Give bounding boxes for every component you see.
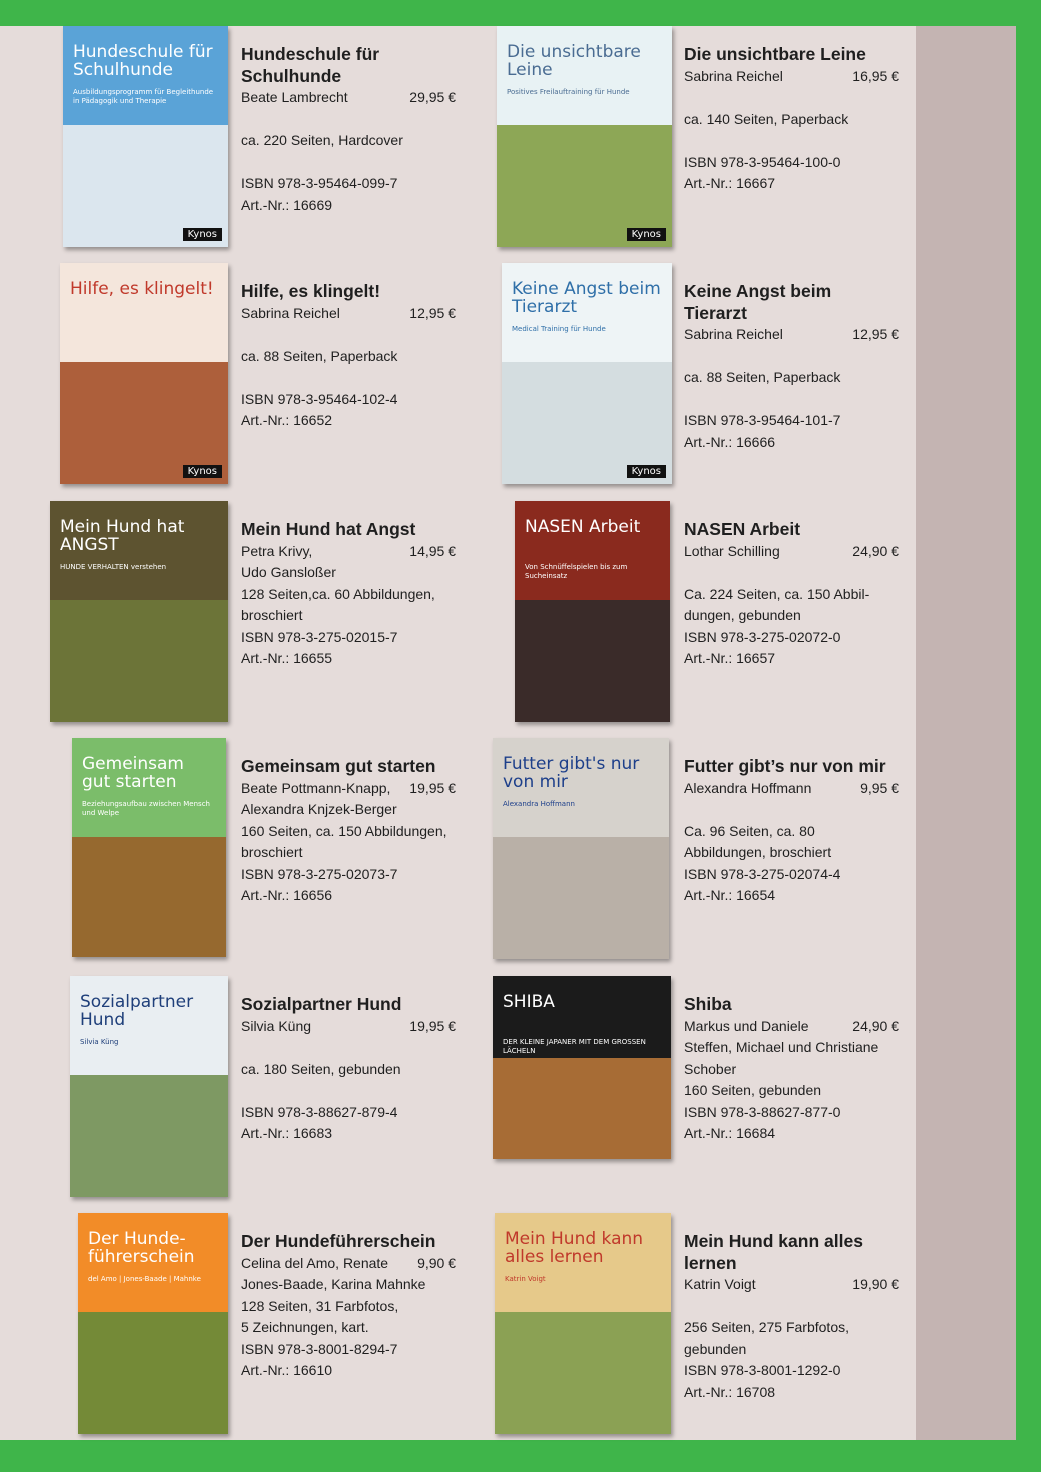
- book-cover[interactable]: [50, 501, 228, 722]
- book-details: [241, 1213, 456, 1382]
- book-cover[interactable]: [493, 738, 669, 959]
- book-info: ca. 220 Seiten, Hardcover: [241, 132, 403, 148]
- book-details: [684, 26, 899, 195]
- spacer: [684, 799, 899, 821]
- book-cover[interactable]: [63, 26, 228, 247]
- spacer: [684, 130, 899, 152]
- spacer: [684, 389, 899, 411]
- book-info: ca. 88 Seiten, Paperback: [684, 369, 841, 385]
- book-title: [241, 756, 456, 778]
- book-article-number: Art.-Nr.: 16684: [684, 1125, 776, 1141]
- book-price: 12,95 €: [409, 304, 456, 321]
- cover-title: SHIBA: [503, 992, 555, 1012]
- book-details: [684, 1213, 899, 1403]
- cover-title: Die unsichtbare Leine: [507, 42, 641, 80]
- cover-photo: [50, 600, 228, 722]
- book-price: 9,90 €: [417, 1254, 456, 1271]
- book-title-line: Schulhunde: [241, 65, 342, 86]
- book-author: Markus und Daniele: [684, 1017, 809, 1034]
- cover-subtitle: HUNDE VERHALTEN verstehen: [60, 563, 167, 571]
- book-title-line: Gemeinsam gut starten: [241, 756, 436, 776]
- book-title-line: Sozialpartner Hund: [241, 994, 402, 1014]
- book-entry: [50, 976, 490, 1206]
- book-info: ca. 88 Seiten, Paperback: [241, 347, 398, 364]
- book-title: [241, 1231, 456, 1253]
- book-info: 256 Seiten, 275 Farbfotos,: [684, 1319, 849, 1335]
- book-title: [684, 281, 899, 324]
- book-author: Jones-Baade, Karina Mahnke: [241, 1276, 426, 1292]
- book-title: [241, 281, 456, 303]
- author-price-row: [241, 1016, 456, 1038]
- book-entry: [493, 263, 933, 493]
- book-details: [684, 263, 899, 453]
- author-price-row: [241, 87, 456, 109]
- cover-title: NASEN Arbeit: [525, 517, 641, 537]
- book-article-number: Art.-Nr.: 16708: [684, 1383, 776, 1400]
- book-title-line: Mein Hund kann alles: [684, 1231, 863, 1251]
- book-cover[interactable]: [60, 263, 228, 484]
- cover-subtitle: Silvia Küng: [80, 1038, 119, 1046]
- book-isbn: ISBN 978-3-95464-100-0: [684, 153, 841, 170]
- book-author: Alexandra Knjzek-Berger: [241, 801, 397, 817]
- book-author: Sabrina Reichel: [241, 304, 340, 321]
- book-details: [241, 26, 456, 216]
- book-article-number: Art.-Nr.: 16610: [241, 1362, 333, 1378]
- book-price: 29,95 €: [409, 89, 456, 105]
- book-info: 160 Seiten, gebunden: [684, 1082, 822, 1098]
- cover-subtitle: DER KLEINE JAPANER MIT DEM GROSSEN LÄCHELN: [503, 1038, 646, 1056]
- author-price-row: [684, 778, 899, 800]
- book-title-line: Hilfe, es klingelt!: [241, 281, 381, 301]
- book-cover[interactable]: [495, 1213, 671, 1434]
- book-entry: [50, 501, 490, 731]
- book-details: [684, 976, 899, 1145]
- spacer: [684, 346, 899, 368]
- book-details: [241, 501, 456, 670]
- cover-photo: [515, 600, 670, 722]
- cover-photo: [78, 1312, 228, 1434]
- cover-subtitle: Ausbildungsprogramm für Begleithunde in Pädagogik und Therapie: [73, 88, 214, 106]
- book-isbn: ISBN 978-3-275-02073-7: [241, 865, 398, 882]
- book-article-number: Art.-Nr.: 16657: [684, 650, 776, 666]
- publisher-logo: Kynos: [183, 465, 222, 478]
- book-title: [684, 519, 899, 541]
- book-title-line: Keine Angst beim: [684, 281, 832, 301]
- book-isbn: ISBN 978-3-95464-099-7: [241, 175, 398, 191]
- cover-photo: [493, 1058, 671, 1159]
- publisher-logo: Kynos: [183, 228, 222, 241]
- book-title: [684, 994, 899, 1016]
- book-author: Katrin Voigt: [684, 1276, 756, 1292]
- book-isbn: ISBN 978-3-8001-1292-0: [684, 1362, 841, 1378]
- cover-subtitle: Beziehungsaufbau zwischen Mensch und Welpe: [82, 800, 210, 818]
- book-info: 128 Seiten,ca. 60 Abbildungen,: [241, 585, 435, 602]
- book-isbn: ISBN 978-3-275-02074-4: [684, 865, 841, 882]
- book-info: Ca. 224 Seiten, ca. 150 Abbil-: [684, 585, 870, 602]
- author-price-row: [241, 303, 456, 325]
- book-author: Beate Pottmann-Knapp,: [241, 779, 391, 796]
- book-cover[interactable]: [78, 1213, 228, 1434]
- book-info: gebunden: [684, 1340, 747, 1357]
- book-price: 19,95 €: [409, 1017, 456, 1034]
- book-entry: [493, 501, 933, 731]
- book-title: [241, 519, 456, 541]
- book-info: dungen, gebunden: [684, 607, 801, 623]
- book-cover[interactable]: [70, 976, 228, 1197]
- book-title: [241, 44, 456, 87]
- publisher-logo: Kynos: [627, 228, 666, 241]
- cover-title: Mein Hund kann alles lernen: [505, 1229, 644, 1267]
- cover-title: Der Hunde-führerschein: [88, 1229, 195, 1267]
- book-cover[interactable]: [515, 501, 670, 722]
- book-info: 5 Zeichnungen, kart.: [241, 1319, 369, 1335]
- book-price: 14,95 €: [409, 542, 456, 559]
- author-price-row: [684, 541, 899, 563]
- book-cover[interactable]: [497, 26, 672, 247]
- book-author: Alexandra Hoffmann: [684, 779, 812, 796]
- cover-title: Futter gibt's nur von mir: [503, 754, 640, 792]
- book-details: [684, 738, 899, 907]
- book-author: Schober: [684, 1060, 737, 1077]
- book-entry: [493, 738, 933, 968]
- book-cover[interactable]: [493, 976, 671, 1159]
- book-info: 160 Seiten, ca. 150 Abbildungen,: [241, 822, 447, 839]
- book-article-number: Art.-Nr.: 16655: [241, 650, 333, 666]
- book-title: [241, 994, 456, 1016]
- spacer: [241, 152, 456, 174]
- book-title-line: Mein Hund hat Angst: [241, 519, 416, 539]
- book-entry: [493, 26, 933, 256]
- book-isbn: ISBN 978-3-95464-101-7: [684, 412, 841, 428]
- cover-photo: [495, 1312, 671, 1434]
- book-entry: [493, 1213, 933, 1443]
- cover-subtitle: del Amo | Jones-Baade | Mahnke: [88, 1275, 201, 1283]
- book-entry: [50, 738, 490, 968]
- book-title-line: Die unsichtbare Leine: [684, 44, 866, 64]
- book-price: 24,90 €: [852, 1017, 899, 1034]
- book-entry: [50, 26, 490, 256]
- cover-subtitle: Medical Training für Hunde: [512, 325, 606, 333]
- book-author: Steffen, Michael und Christiane: [684, 1039, 879, 1055]
- book-isbn: ISBN 978-3-95464-102-4: [241, 390, 398, 407]
- author-price-row: [241, 1253, 456, 1275]
- spacer: [684, 1296, 899, 1318]
- book-details: [241, 738, 456, 907]
- book-price: 9,95 €: [860, 779, 899, 796]
- book-title-line: Tierarzt: [684, 302, 747, 323]
- book-title-line: Futter gibt’s nur von mir: [684, 756, 886, 776]
- book-author: Udo Gansloßer: [241, 564, 336, 580]
- book-entry: [50, 1213, 490, 1443]
- book-isbn: ISBN 978-3-275-02072-0: [684, 628, 841, 645]
- book-details: [241, 263, 456, 432]
- author-price-row: [241, 778, 456, 800]
- book-info: ca. 140 Seiten, Paperback: [684, 110, 849, 127]
- cover-title: Hundeschule für Schulhunde: [73, 42, 213, 80]
- book-price: 19,90 €: [852, 1276, 899, 1292]
- cover-title: Hilfe, es klingelt!: [70, 279, 214, 299]
- book-isbn: ISBN 978-3-275-02015-7: [241, 628, 398, 645]
- cover-photo: [70, 1075, 228, 1197]
- book-article-number: Art.-Nr.: 16666: [684, 433, 776, 450]
- right-side-panel: [916, 26, 1016, 1440]
- spacer: [241, 109, 456, 131]
- author-price-row: [684, 1016, 899, 1038]
- book-price: 24,90 €: [852, 542, 899, 559]
- cover-subtitle: Von Schnüffelspielen bis zum Sucheinsatz: [525, 563, 628, 581]
- cover-subtitle: Positives Freilauftraining für Hunde: [507, 88, 630, 96]
- spacer: [241, 324, 456, 346]
- book-price: 16,95 €: [852, 67, 899, 84]
- author-price-row: [684, 1274, 899, 1296]
- book-isbn: ISBN 978-3-88627-879-4: [241, 1103, 398, 1120]
- book-details: [241, 976, 456, 1145]
- book-cover[interactable]: [502, 263, 672, 484]
- spacer: [241, 1080, 456, 1102]
- book-entry: [50, 263, 490, 493]
- book-author: Celina del Amo, Renate: [241, 1254, 389, 1271]
- book-price: 12,95 €: [852, 326, 899, 342]
- book-article-number: Art.-Nr.: 16654: [684, 887, 776, 903]
- book-author: Silvia Küng: [241, 1017, 312, 1034]
- book-details: [684, 501, 899, 670]
- catalog-page: [0, 26, 916, 1440]
- spacer: [684, 562, 899, 584]
- book-title: [684, 44, 899, 66]
- book-author: Beate Lambrecht: [241, 89, 348, 105]
- cover-title: Mein Hund hat ANGST: [60, 517, 185, 555]
- book-info: Abbildungen, broschiert: [684, 844, 832, 860]
- book-article-number: Art.-Nr.: 16656: [241, 887, 333, 903]
- book-author: Petra Krivy,: [241, 542, 313, 559]
- book-info: broschiert: [241, 844, 303, 860]
- book-article-number: Art.-Nr.: 16683: [241, 1125, 333, 1141]
- spacer: [241, 367, 456, 389]
- book-article-number: Art.-Nr.: 16652: [241, 412, 333, 428]
- book-article-number: Art.-Nr.: 16667: [684, 175, 776, 191]
- cover-title: Gemeinsam gut starten: [82, 754, 184, 792]
- cover-photo: [493, 837, 669, 959]
- book-title-line: Shiba: [684, 994, 732, 1014]
- book-author: Lothar Schilling: [684, 542, 780, 559]
- book-price: 19,95 €: [409, 779, 456, 796]
- book-title-line: lernen: [684, 1252, 737, 1273]
- author-price-row: [241, 541, 456, 563]
- book-author: Sabrina Reichel: [684, 67, 783, 84]
- book-article-number: Art.-Nr.: 16669: [241, 196, 333, 213]
- book-info: Ca. 96 Seiten, ca. 80: [684, 822, 815, 839]
- author-price-row: [684, 66, 899, 88]
- book-isbn: ISBN 978-3-88627-877-0: [684, 1103, 841, 1120]
- book-author: Sabrina Reichel: [684, 326, 783, 342]
- cover-photo: [72, 837, 226, 957]
- cover-title: Sozialpartner Hund: [80, 992, 194, 1030]
- cover-title: Keine Angst beim Tierarzt: [512, 279, 661, 317]
- book-isbn: ISBN 978-3-8001-8294-7: [241, 1340, 398, 1357]
- book-cover[interactable]: [72, 738, 226, 957]
- cover-subtitle: Katrin Voigt: [505, 1275, 546, 1283]
- cover-subtitle: Alexandra Hoffmann: [503, 800, 575, 808]
- spacer: [241, 1037, 456, 1059]
- spacer: [684, 87, 899, 109]
- book-title-line: Hundeschule für: [241, 44, 380, 64]
- author-price-row: [684, 324, 899, 346]
- book-title: [684, 756, 899, 778]
- book-entry: [493, 976, 933, 1206]
- book-title-line: Der Hundeführerschein: [241, 1231, 436, 1251]
- book-info: 128 Seiten, 31 Farbfotos,: [241, 1297, 399, 1314]
- book-info: broschiert: [241, 607, 303, 623]
- book-title: [684, 1231, 899, 1274]
- book-info: ca. 180 Seiten, gebunden: [241, 1060, 401, 1077]
- book-title-line: NASEN Arbeit: [684, 519, 801, 539]
- publisher-logo: Kynos: [627, 465, 666, 478]
